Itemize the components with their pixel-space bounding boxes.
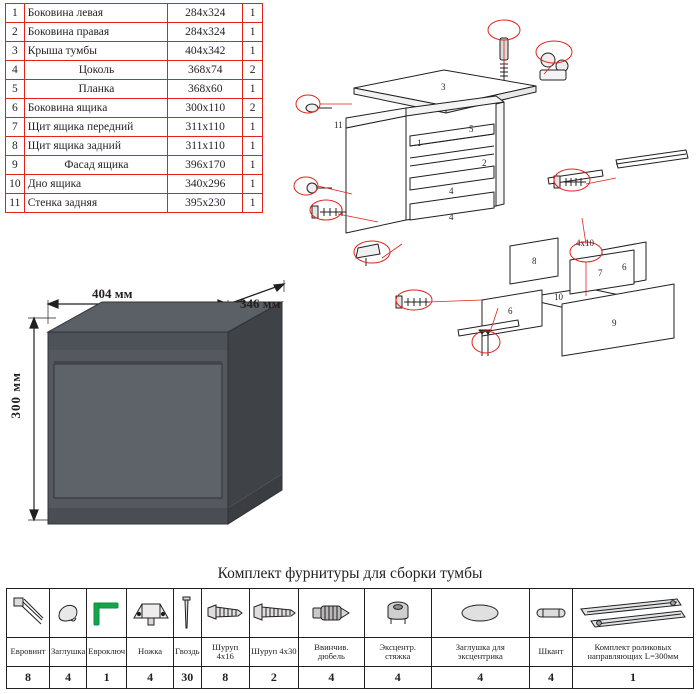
table-row bbox=[6, 4, 263, 23]
callout-part-6a: 6 bbox=[622, 262, 627, 272]
hardware-count: 1 bbox=[573, 667, 694, 689]
hardware-count: 8 bbox=[201, 667, 249, 689]
dimensioned-product-view bbox=[10, 272, 280, 547]
hardware-name: Шуруп 4х16 bbox=[201, 638, 249, 667]
callout-part-3: 3 bbox=[441, 82, 446, 92]
part-dimension: 396х170 bbox=[168, 156, 243, 175]
hardware-table bbox=[6, 588, 694, 689]
callout-part-4b: 4 bbox=[449, 212, 454, 222]
product-3d-svg bbox=[10, 272, 290, 552]
part-quantity: 1 bbox=[243, 194, 263, 213]
table-row bbox=[6, 80, 263, 99]
parts-table-body bbox=[6, 4, 263, 213]
hardware-cell-screw-in-dowel bbox=[298, 589, 364, 638]
part-number: 8 bbox=[6, 137, 25, 156]
hardware-cell-screw-4x16 bbox=[201, 589, 249, 638]
part-quantity: 2 bbox=[243, 99, 263, 118]
callout-part-8: 8 bbox=[532, 256, 537, 266]
part-dimension: 300х110 bbox=[168, 99, 243, 118]
part-name: Щит ящика задний bbox=[24, 137, 168, 156]
callout-part-11: 11 bbox=[334, 120, 343, 130]
part-quantity: 1 bbox=[243, 42, 263, 61]
hardware-cell-roller-slides bbox=[573, 589, 694, 638]
hardware-icons-row bbox=[7, 589, 694, 638]
callout-screw-size: 4х10 bbox=[576, 238, 594, 248]
part-quantity: 1 bbox=[243, 118, 263, 137]
part-quantity: 1 bbox=[243, 156, 263, 175]
callout-part-6b: 6 bbox=[508, 306, 513, 316]
part-number: 11 bbox=[6, 194, 25, 213]
part-quantity: 2 bbox=[243, 61, 263, 80]
hardware-cell-cam-cover bbox=[431, 589, 529, 638]
exploded-assembly-svg bbox=[286, 8, 696, 358]
hardware-counts-row bbox=[7, 667, 694, 689]
hardware-count: 8 bbox=[7, 667, 50, 689]
hardware-count: 30 bbox=[174, 667, 201, 689]
furniture-leg-icon bbox=[128, 596, 172, 630]
part-name: Боковина правая bbox=[24, 23, 168, 42]
part-name: Щит ящика передний bbox=[24, 118, 168, 137]
part-name: Дно ящика bbox=[24, 175, 168, 194]
euro-screw-icon bbox=[8, 594, 48, 632]
parts-table bbox=[5, 3, 263, 213]
part-dimension: 404х342 bbox=[168, 42, 243, 61]
part-dimension: 368х74 bbox=[168, 61, 243, 80]
part-name: Крыша тумбы bbox=[24, 42, 168, 61]
table-row bbox=[6, 42, 263, 61]
part-quantity: 1 bbox=[243, 137, 263, 156]
table-row bbox=[6, 61, 263, 80]
dowel-icon bbox=[531, 602, 571, 624]
part-dimension: 311х110 bbox=[168, 118, 243, 137]
part-number: 2 bbox=[6, 23, 25, 42]
table-row bbox=[6, 23, 263, 42]
part-quantity: 1 bbox=[243, 4, 263, 23]
callout-part-5: 5 bbox=[469, 124, 474, 134]
cam-cover-icon bbox=[433, 601, 528, 625]
hardware-name: Ножка bbox=[127, 638, 174, 667]
hardware-count: 4 bbox=[298, 667, 364, 689]
screw-4x16-icon bbox=[203, 600, 248, 626]
callout-part-7: 7 bbox=[598, 268, 603, 278]
part-carcass bbox=[346, 96, 504, 233]
part-number: 1 bbox=[6, 4, 25, 23]
hardware-name: Заглушка для эксцентрика bbox=[431, 638, 529, 667]
part-name: Стенка задняя bbox=[24, 194, 168, 213]
product-body bbox=[48, 302, 282, 524]
part-number: 9 bbox=[6, 156, 25, 175]
hardware-name: Ввинчив. дюбель bbox=[298, 638, 364, 667]
part-dimension: 284х324 bbox=[168, 23, 243, 42]
part-number: 10 bbox=[6, 175, 25, 194]
screw-4x30-icon bbox=[251, 600, 297, 626]
cam-lock-icon bbox=[366, 597, 430, 629]
hardware-cell-euro-key bbox=[87, 589, 127, 638]
table-row bbox=[6, 194, 263, 213]
hardware-cell-nail bbox=[174, 589, 201, 638]
hardware-count: 4 bbox=[50, 667, 87, 689]
callout-part-4a: 4 bbox=[449, 186, 454, 196]
hardware-count: 2 bbox=[249, 667, 298, 689]
hardware-section-title: Комплект фурнитуры для сборки тумбы bbox=[217, 565, 483, 582]
roller-slides-icon bbox=[574, 593, 692, 633]
part-drawer-assembly bbox=[482, 238, 674, 356]
hardware-name: Эксцентр. стяжка bbox=[364, 638, 431, 667]
part-dimension: 395х230 bbox=[168, 194, 243, 213]
hardware-name: Евроключ bbox=[87, 638, 127, 667]
hardware-cell-dowel bbox=[529, 589, 572, 638]
table-row bbox=[6, 156, 263, 175]
hardware-name: Заглушка bbox=[50, 638, 87, 667]
part-number: 5 bbox=[6, 80, 25, 99]
part-name: Боковина левая bbox=[24, 4, 168, 23]
part-number: 3 bbox=[6, 42, 25, 61]
screw-in-dowel-icon bbox=[300, 600, 363, 626]
part-number: 4 bbox=[6, 61, 25, 80]
hardware-count: 4 bbox=[127, 667, 174, 689]
nail-icon bbox=[175, 594, 199, 632]
table-row bbox=[6, 175, 263, 194]
part-dimension: 311х110 bbox=[168, 137, 243, 156]
callout-part-10: 10 bbox=[554, 292, 563, 302]
hardware-cell-cam-lock bbox=[364, 589, 431, 638]
table-row bbox=[6, 99, 263, 118]
table-row bbox=[6, 137, 263, 156]
part-dimension: 340х296 bbox=[168, 175, 243, 194]
part-quantity: 1 bbox=[243, 175, 263, 194]
part-name: Боковина ящика bbox=[24, 99, 168, 118]
hardware-cell-euro-screw bbox=[7, 589, 50, 638]
dimension-width-label: 404 мм bbox=[92, 286, 133, 301]
part-name: Цоколь bbox=[24, 61, 168, 80]
callout-part-2: 2 bbox=[482, 158, 487, 168]
hardware-cell-cap-plug bbox=[50, 589, 87, 638]
part-dimension: 284х324 bbox=[168, 4, 243, 23]
callout-part-1: 1 bbox=[417, 138, 422, 148]
hardware-cell-leg bbox=[127, 589, 174, 638]
hardware-names-row bbox=[7, 638, 694, 667]
hardware-count: 4 bbox=[364, 667, 431, 689]
dimension-height-label: 300 мм bbox=[8, 372, 23, 419]
table-row bbox=[6, 118, 263, 137]
part-dimension: 368х60 bbox=[168, 80, 243, 99]
part-name: Планка bbox=[24, 80, 168, 99]
part-number: 6 bbox=[6, 99, 25, 118]
hardware-count: 4 bbox=[431, 667, 529, 689]
hardware-name: Евровинт bbox=[7, 638, 50, 667]
hardware-cell-screw-4x30 bbox=[249, 589, 298, 638]
part-quantity: 1 bbox=[243, 23, 263, 42]
part-name: Фасад ящика bbox=[24, 156, 168, 175]
cap-plug-icon bbox=[51, 598, 85, 628]
hardware-name: Шуруп 4х30 bbox=[249, 638, 298, 667]
hardware-name: Шкант bbox=[529, 638, 572, 667]
part-quantity: 1 bbox=[243, 80, 263, 99]
hardware-count: 1 bbox=[87, 667, 127, 689]
hardware-name: Гвоздь bbox=[174, 638, 201, 667]
hardware-count: 4 bbox=[529, 667, 572, 689]
callout-part-9: 9 bbox=[612, 318, 617, 328]
part-number: 7 bbox=[6, 118, 25, 137]
hardware-name: Комплект роликовых направляющих L=300мм bbox=[573, 638, 694, 667]
exploded-assembly-diagram bbox=[286, 8, 696, 358]
dimension-depth-label: 346 мм bbox=[240, 296, 281, 311]
euro-key-icon bbox=[88, 597, 125, 629]
